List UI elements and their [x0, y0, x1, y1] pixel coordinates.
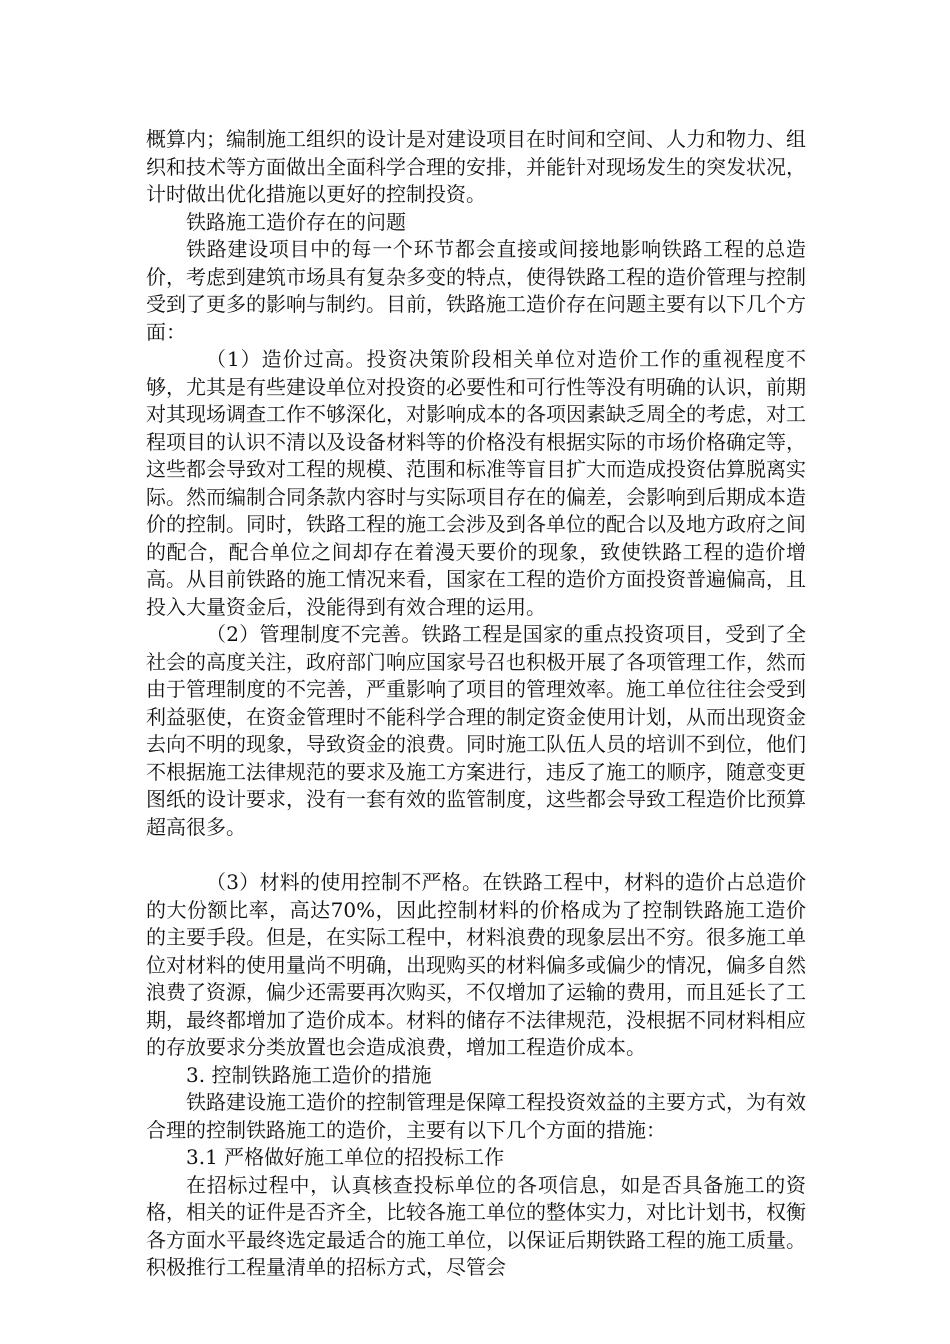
paragraph-spacer: [146, 841, 806, 869]
section-heading: 铁路施工造价存在的问题: [186, 209, 406, 234]
body-paragraph: 铁路建设施工造价的控制管理是保障工程投资效益的主要方式，为有效合理的控制铁路施工的造价，主要有以下几个方面的措施：: [146, 1090, 806, 1142]
body-paragraph: 概算内；编制施工组织的设计是对建设项目在时间和空间、人力和物力、组织和技术等方面做出全面科学合理的安排，并能针对现场发生的突发状况，计时做出优化措施以更好的控制投资。: [146, 127, 806, 206]
document-body: [146, 126, 806, 1282]
section-heading: 3. 控制铁路施工造价的措施: [186, 1062, 432, 1087]
subsection-heading: 3.1 严格做好施工单位的招投标工作: [186, 1145, 505, 1169]
body-paragraph: 铁路建设项目中的每一个环节都会直接或间接地影响铁路工程的总造价，考虑到建筑市场具有复杂多变的特点，使得铁路工程的造价管理与控制受到了更多的影响与制约。目前，铁路施工造价存在问题主要有以下几个方面：: [146, 237, 806, 344]
body-paragraph: （1）造价过高。投资决策阶段相关单位对造价工作的重视程度不够，尤其是有些建设单位对投资的必要性和可行性等没有明确的认识，前期对其现场调查工作不够深化，对影响成本的各项因素缺乏周全的考虑，对工程项目的认识不清以及设备材料等的价格没有根据实际的市场价格确定等，这些都会导致对工程的规模、范围和标准等盲目扩大而造成投资估算脱离实际。然而编制合同条款内容时与实际项目存在的偏差，会影响到后期成本造价的控制。同时，铁路工程的施工会涉及到各单位的配合以及地方政府之间的配合，配合单位之间却存在着漫天要价的现象，致使铁路工程的造价增高。从目前铁路的施工情况来看，国家在工程的造价方面投资普遍偏高，且投入大量资金后，没能得到有效合理的运用。: [146, 347, 806, 619]
body-paragraph: （3）材料的使用控制不严格。在铁路工程中，材料的造价占总造价的大份额比率，高达70%，因此控制材料的价格成为了控制铁路施工造价的主要手段。但是，在实际工程中，材料浪费的现象层出不穷。很多施工单位对材料的使用量尚不明确，出现购买的材料偏多或偏少的情况，偏多自然浪费了资源，偏少还需要再次购买，不仅增加了运输的费用，而且延长了工期，最终都增加了造价成本。材料的储存不法律规范，没根据不同材料相应的存放要求分类放置也会造成浪费，增加工程造价成本。: [146, 870, 806, 1059]
body-paragraph: 在招标过程中，认真核查投标单位的各项信息，如是否具备施工的资格，相关的证件是否齐全，比较各施工单位的整体实力，对比计划书，权衡各方面水平最终选定最适合的施工单位，以保证后期铁路工程的施工质量。积极推行工程量清单的招标方式，尽管会: [146, 1172, 806, 1279]
body-paragraph: （2）管理制度不完善。铁路工程是国家的重点投资项目，受到了全社会的高度关注，政府部门响应国家号召也积极开展了各项管理工作，然而由于管理制度的不完善，严重影响了项目的管理效率。施工单位往往会受到利益驱使，在资金管理时不能科学合理的制定资金使用计划，从而出现资金去向不明的现象，导致资金的浪费。同时施工队伍人员的培训不到位，他们不根据施工法律规范的要求及施工方案进行，违反了施工的顺序，随意变更图纸的设计要求，没有一套有效的监管制度，这些都会导致工程造价比预算超高很多。: [146, 622, 806, 839]
